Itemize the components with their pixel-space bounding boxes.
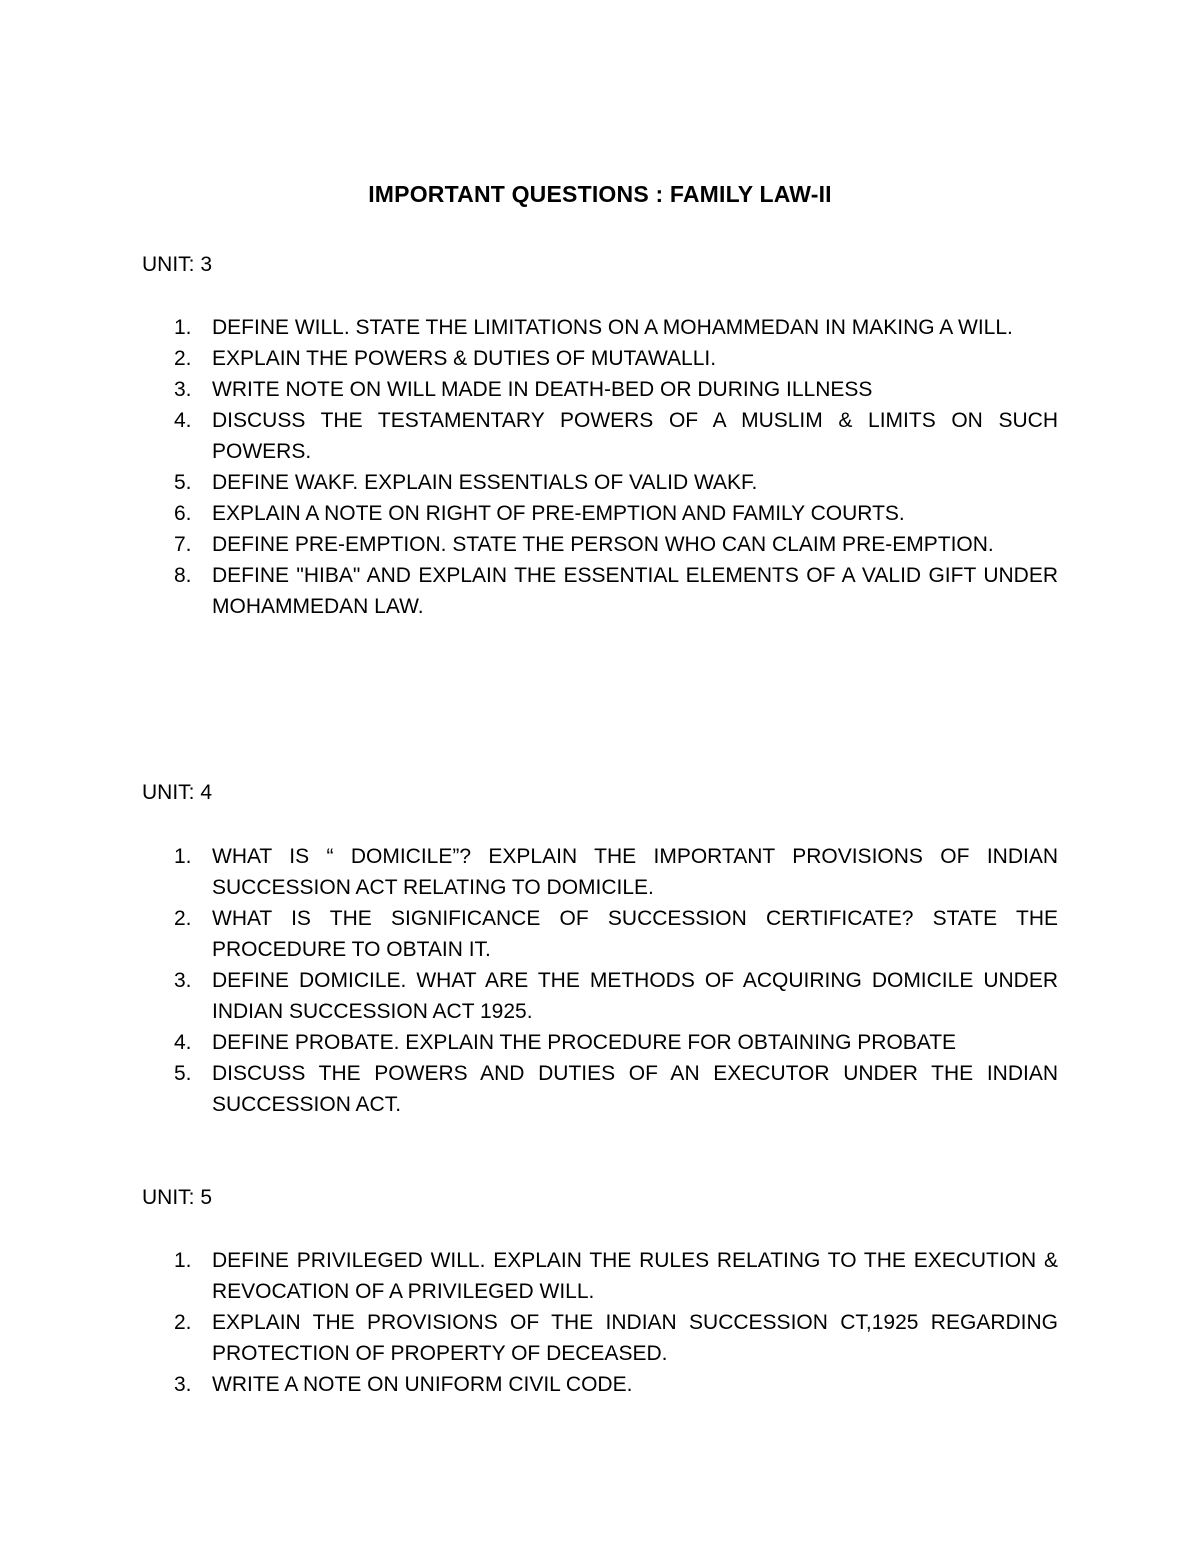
question-number: 2. [174,347,192,370]
question-list [142,1245,1058,1400]
question-text: EXPLAIN A NOTE ON RIGHT OF PRE-EMPTION AND FAMILY COURTS. [212,502,905,525]
question-item [142,1058,1058,1120]
unit-heading: UNIT: 5 [142,1186,213,1209]
question-text: DEFINE PRE-EMPTION. STATE THE PERSON WHO CAN CLAIM PRE-EMPTION. [212,533,994,556]
question-item [142,841,1058,903]
question-number: 5. [174,471,192,494]
question-text: WRITE NOTE ON WILL MADE IN DEATH-BED OR DURING ILLNESS [212,378,873,401]
question-number: 2. [174,907,192,930]
unit-heading: UNIT: 3 [142,253,213,276]
question-number: 4. [174,409,192,432]
question-number: 5. [174,1062,192,1085]
question-item [142,1245,1058,1307]
question-text: DEFINE WILL. STATE THE LIMITATIONS ON A MOHAMMEDAN IN MAKING A WILL. [212,316,1013,339]
question-item [142,343,1058,374]
question-number: 4. [174,1031,192,1054]
question-number: 1. [174,845,192,868]
question-item [142,312,1058,343]
question-number: 3. [174,969,192,992]
question-number: 1. [174,1249,192,1272]
question-item [142,1027,1058,1058]
question-number: 8. [174,564,192,587]
question-item [142,374,1058,405]
page-title: IMPORTANT QUESTIONS : FAMILY LAW-II [368,181,832,207]
question-text: DISCUSS THE POWERS AND DUTIES OF AN EXECUTOR UNDER THE INDIAN SUCCESSION ACT. [212,1062,1058,1116]
question-text: DEFINE DOMICILE. WHAT ARE THE METHODS OF ACQUIRING DOMICILE UNDER INDIAN SUCCESSION ACT 1925. [212,969,1058,1023]
question-item [142,903,1058,965]
question-number: 2. [174,1311,192,1334]
question-text: EXPLAIN THE POWERS & DUTIES OF MUTAWALLI. [212,347,717,370]
question-item [142,1307,1058,1369]
question-item [142,467,1058,498]
question-number: 3. [174,378,192,401]
question-item [142,965,1058,1027]
question-number: 1. [174,316,192,339]
question-item [142,498,1058,529]
question-text: WHAT IS “ DOMICILE”? EXPLAIN THE IMPORTANT PROVISIONS OF INDIAN SUCCESSION ACT RELATING TO DOMICILE. [212,845,1058,899]
question-text: DEFINE PRIVILEGED WILL. EXPLAIN THE RULES RELATING TO THE EXECUTION & REVOCATION OF A PRIVILEGED WILL. [212,1249,1058,1303]
unit-heading: UNIT: 4 [142,781,213,804]
question-text: DEFINE "HIBA" AND EXPLAIN THE ESSENTIAL ELEMENTS OF A VALID GIFT UNDER MOHAMMEDAN LAW. [212,564,1058,618]
question-text: EXPLAIN THE PROVISIONS OF THE INDIAN SUCCESSION CT,1925 REGARDING PROTECTION OF PROPERTY OF DECEASED. [212,1311,1058,1365]
question-list [142,841,1058,1120]
question-number: 3. [174,1373,192,1396]
question-item [142,560,1058,622]
question-text: DEFINE WAKF. EXPLAIN ESSENTIALS OF VALID WAKF. [212,471,758,494]
question-text: WHAT IS THE SIGNIFICANCE OF SUCCESSION CERTIFICATE? STATE THE PROCEDURE TO OBTAIN IT. [212,907,1058,961]
question-item [142,405,1058,467]
question-item [142,1369,1058,1400]
question-text: WRITE A NOTE ON UNIFORM CIVIL CODE. [212,1373,633,1396]
question-text: DISCUSS THE TESTAMENTARY POWERS OF A MUSLIM & LIMITS ON SUCH POWERS. [212,409,1058,463]
question-number: 6. [174,502,192,525]
question-text: DEFINE PROBATE. EXPLAIN THE PROCEDURE FOR OBTAINING PROBATE [212,1031,957,1054]
question-item [142,529,1058,560]
question-number: 7. [174,533,192,556]
question-list [142,312,1058,622]
